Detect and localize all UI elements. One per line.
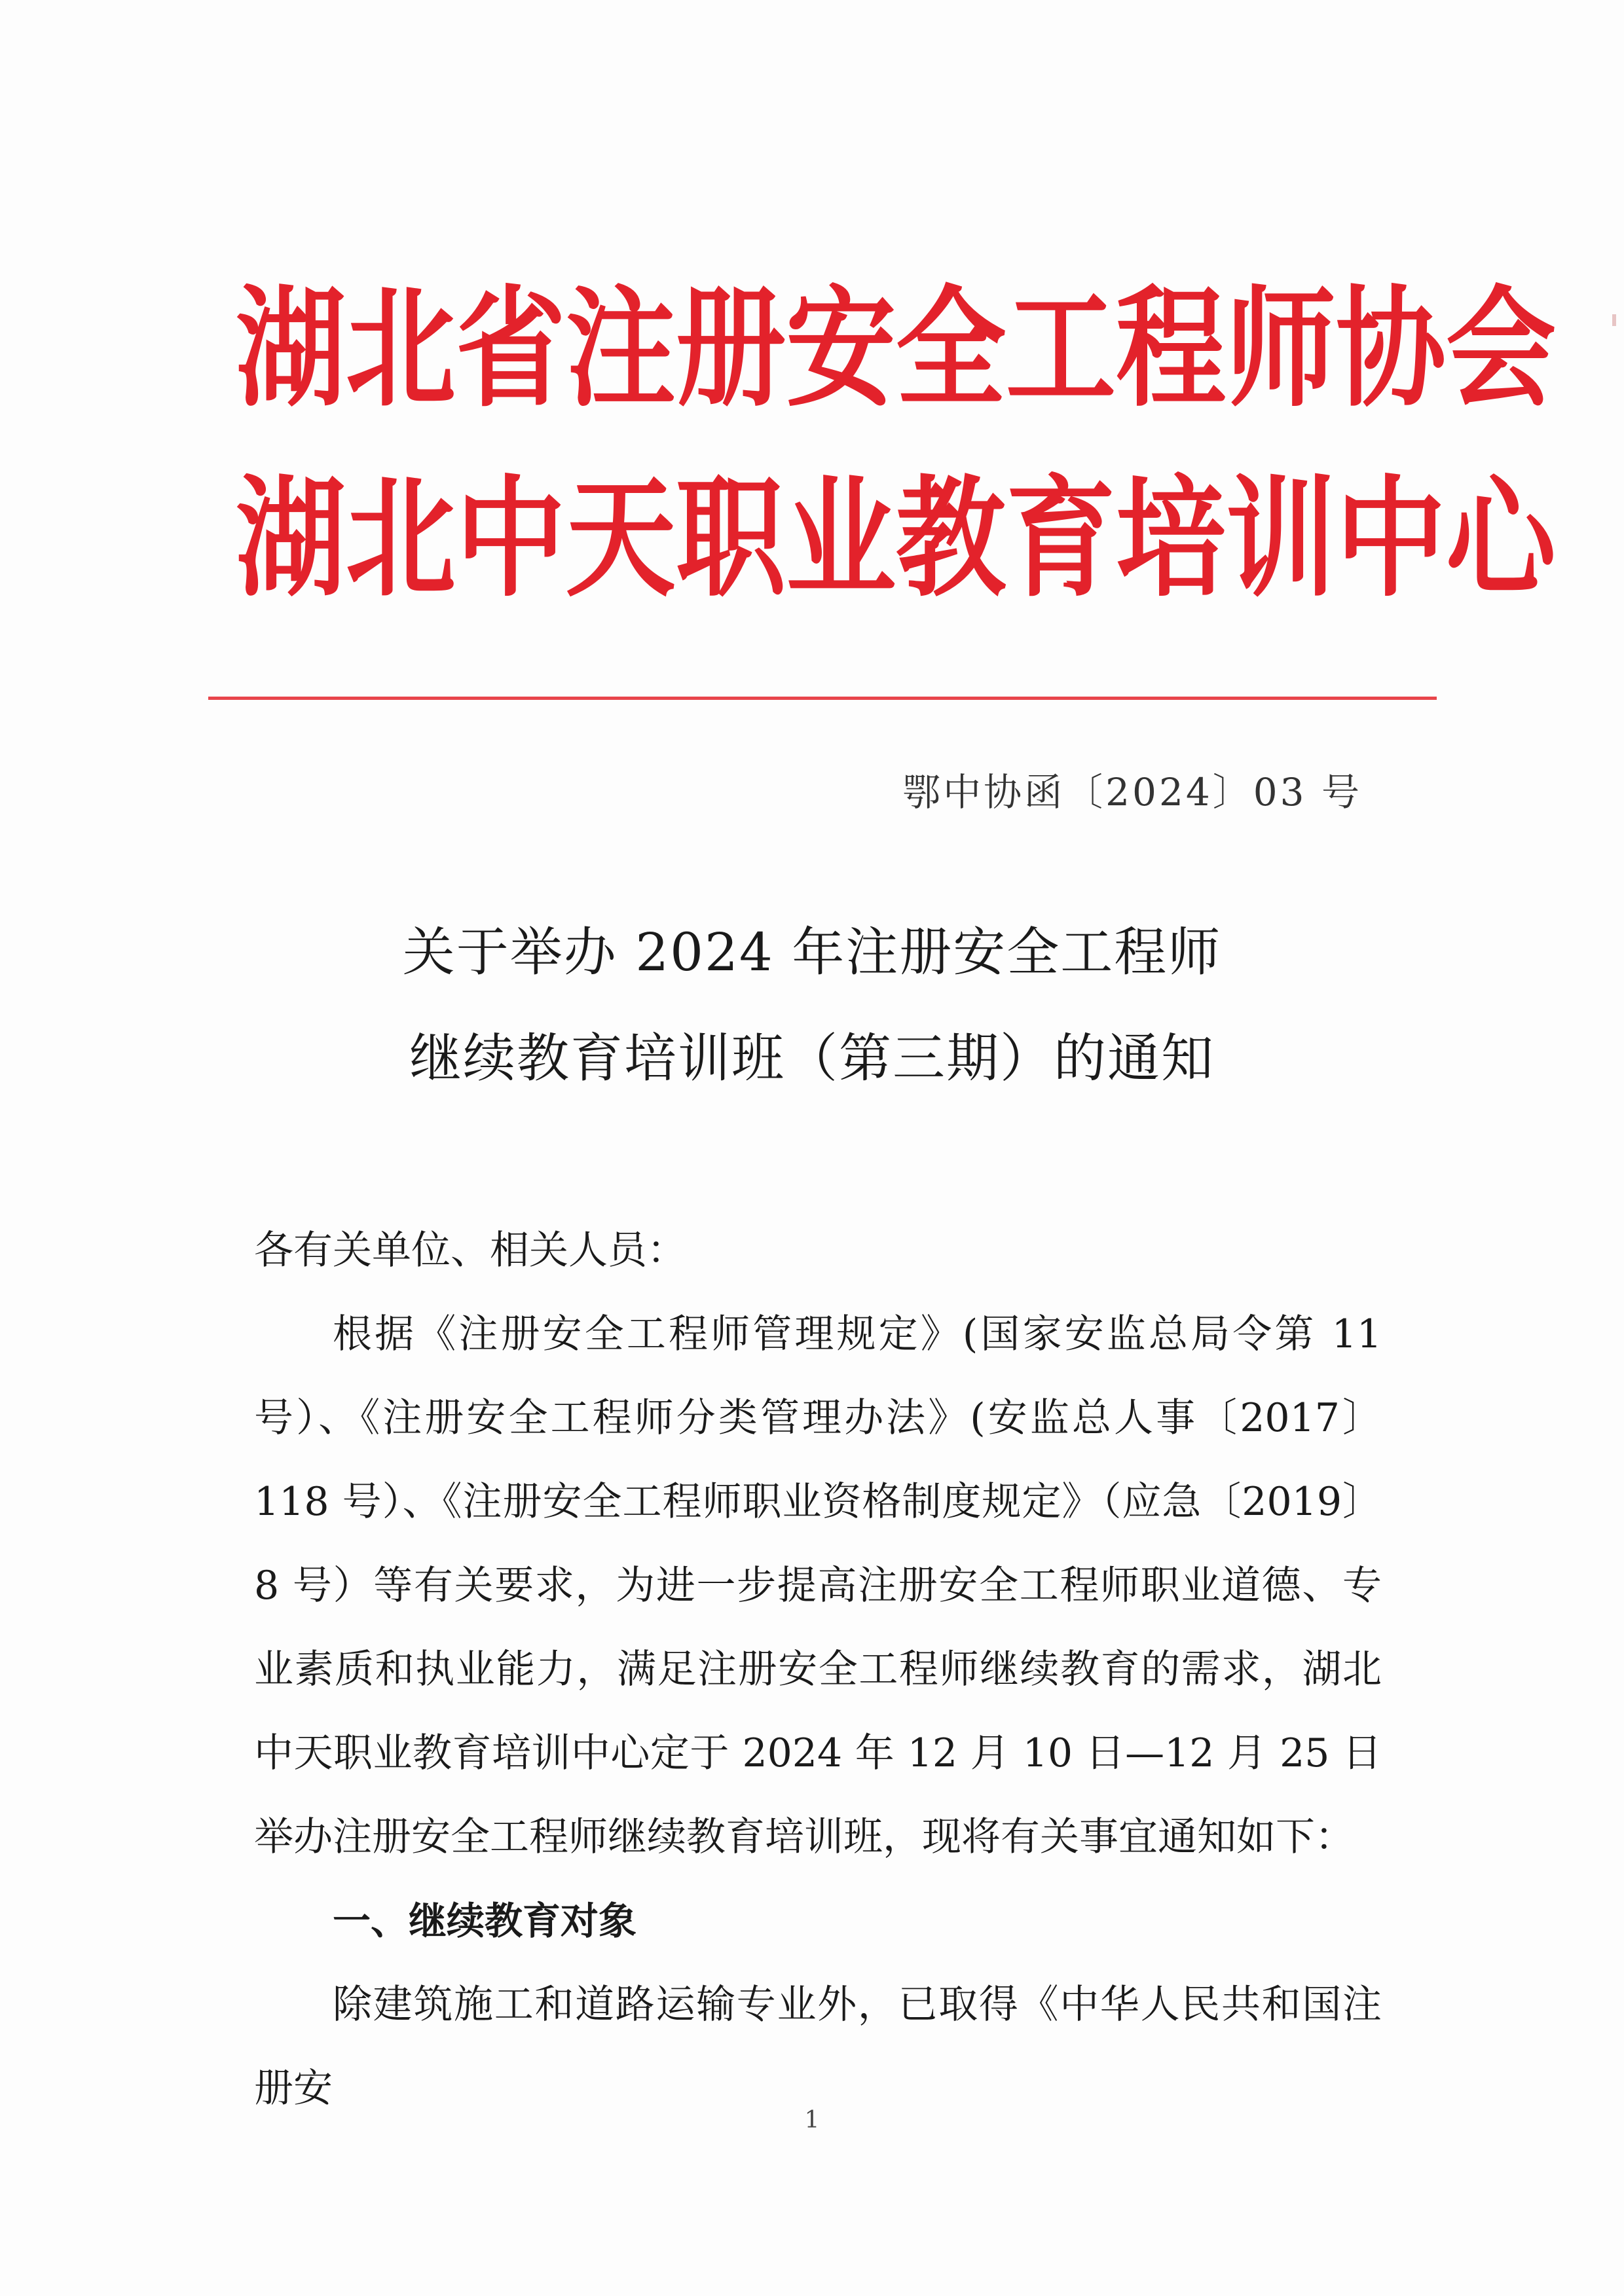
scan-edge-mark [1612, 314, 1616, 326]
letterhead-line-2: 湖北中天职业教育培训中心 [236, 463, 1556, 615]
section-heading-1: 一、继续教育对象 [333, 1899, 637, 1943]
page-number: 1 [804, 2107, 820, 2134]
letterhead-divider [208, 697, 1437, 700]
letterhead-line-1: 湖北省注册安全工程师协会 [236, 273, 1556, 425]
document-number: 鄂中协函〔2024〕03 号 [902, 770, 1362, 814]
notice-title-line-1: 关于举办 2024 年注册安全工程师 [402, 922, 1222, 983]
notice-title-line-2: 继续教育培训班（第三期）的通知 [409, 1028, 1215, 1089]
body-paragraph-2: 除建筑施工和道路运输专业外，已取得《中华人民共和国注册安 [254, 1982, 1382, 2111]
body-paragraph-1: 根据《注册安全工程师管理规定》(国家安监总局令第 11 号）、《注册安全工程师分类管理办法》(安监总人事〔2017〕118 号）、《注册安全工程师职业资格制度规定》（应急〔2019〕8 号）等有关要求，为进一步提高注册安全工程师职业道德、专业素质和执业能力，满足注册安全工程师继续教育的需求，湖北中天职业教育培训中心定于 2024 年 12 月 10 日—12 月 25 日举办注册安全工程师继续教育培训班，现将有关事宜通知如下： [254, 1311, 1382, 1860]
salutation: 各有关单位、相关人员： [254, 1228, 686, 1273]
